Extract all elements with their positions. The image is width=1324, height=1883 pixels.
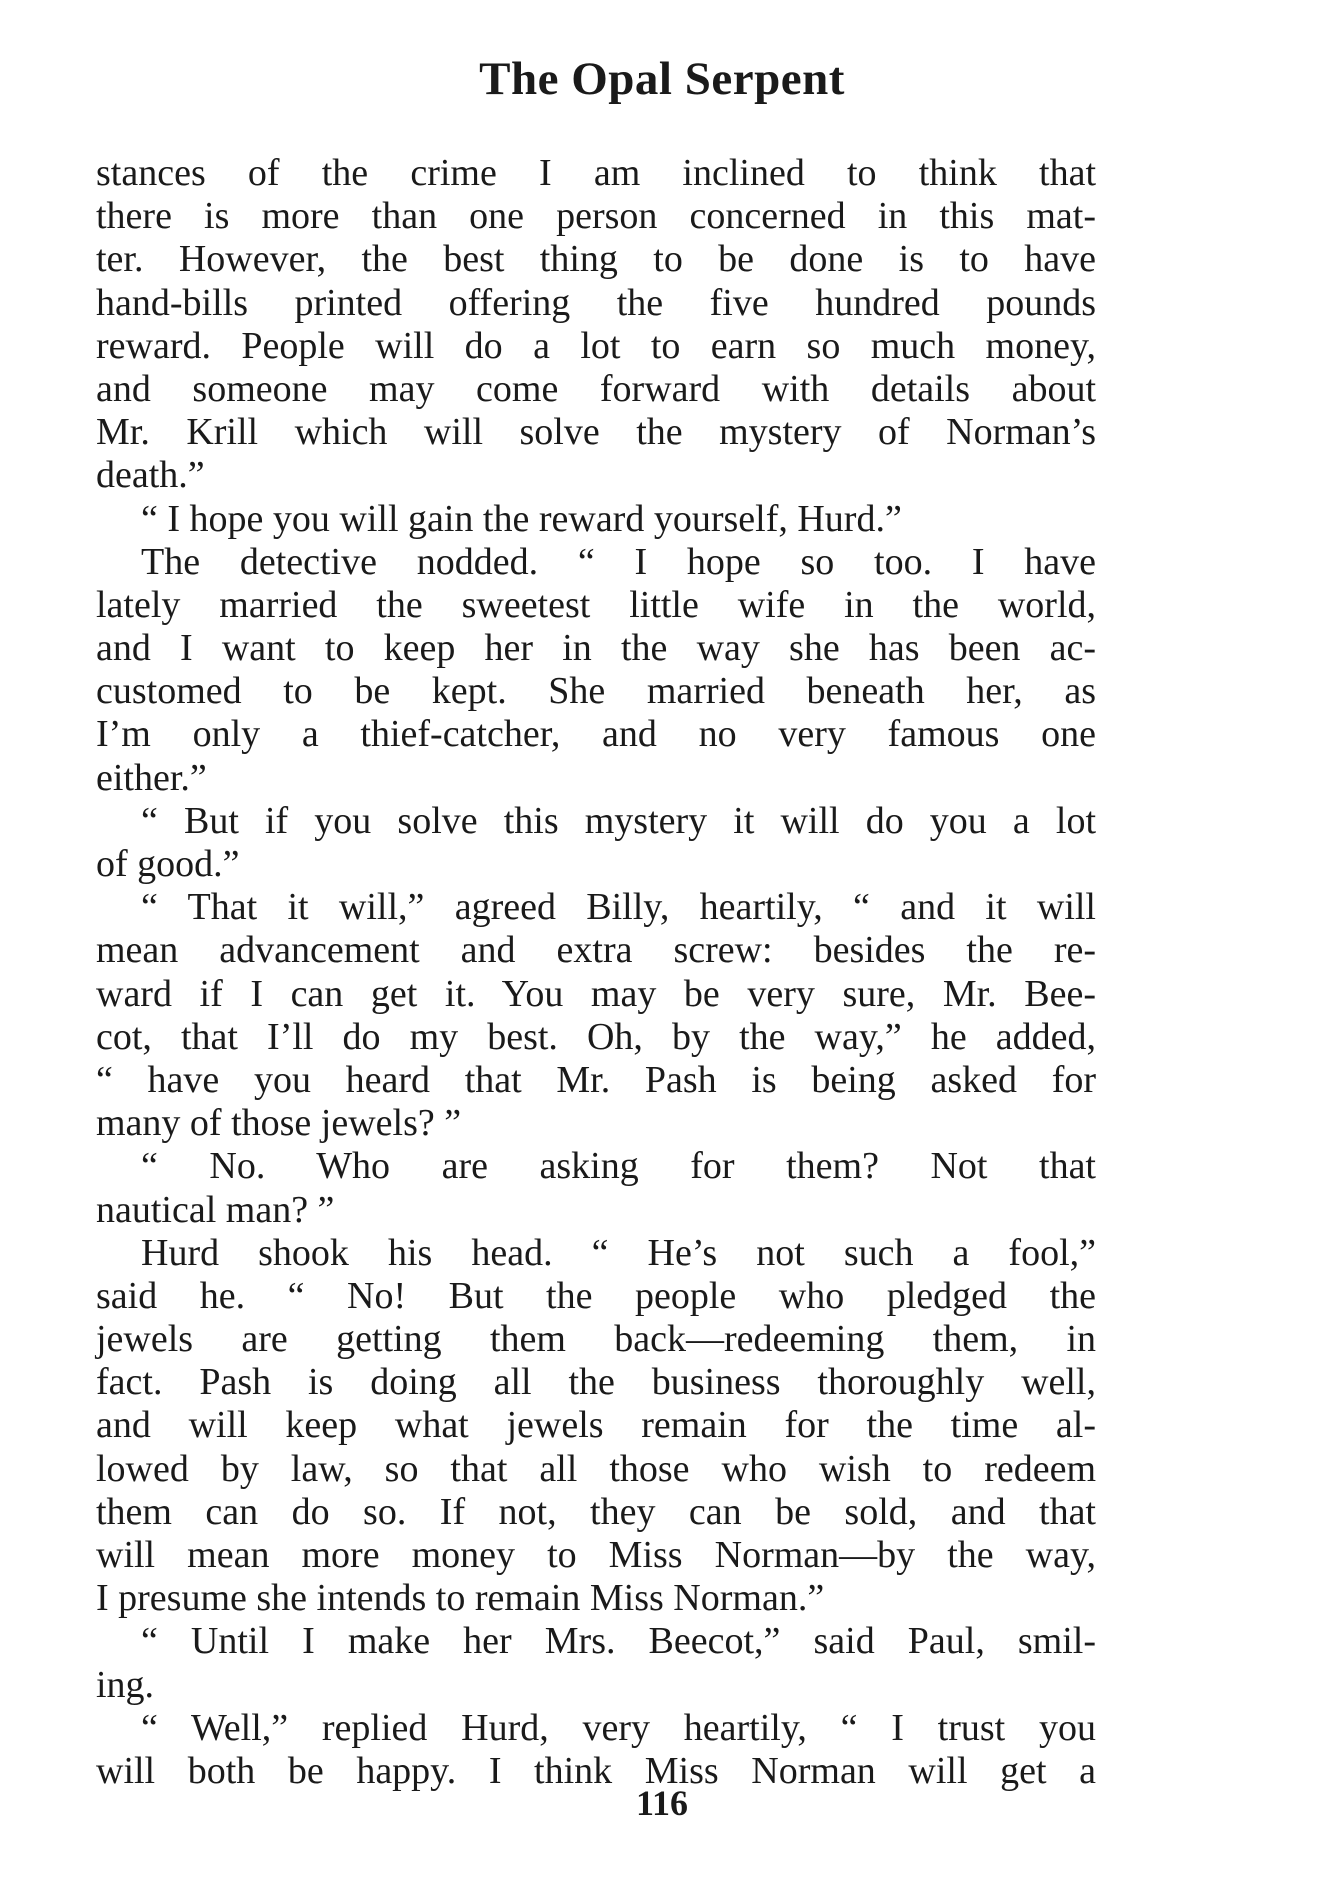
page-number: 116 [635, 1783, 688, 1823]
text-line: “ No. Who are asking for them? Not that [141, 1145, 1096, 1188]
text-line: I’m only a thief-catcher, and no very famous one [96, 713, 1096, 756]
text-line: and will keep what jewels remain for the time al- [96, 1404, 1096, 1447]
text-line: either.” [96, 756, 207, 799]
text-line: jewels are getting them back—redeeming them, in [96, 1318, 1096, 1361]
text-line: of good.” [96, 843, 240, 885]
text-line: “ But if you solve this mystery it will do you a lot [141, 799, 1096, 842]
text-line: Hurd shook his head. “ He’s not such a fool,” [141, 1231, 1096, 1274]
text-line: and someone may come forward with details about [96, 367, 1096, 410]
text-line: nautical man? ” [96, 1188, 335, 1231]
text-line: “ I hope you will gain the reward yourself, Hurd.” [141, 497, 902, 540]
text-line: hand-bills printed offering the five hundred pounds [96, 281, 1096, 324]
text-line: there is more than one person concerned in this mat- [96, 195, 1096, 238]
text-line: ing. [96, 1663, 155, 1706]
text-line: and I want to keep her in the way she has been ac- [96, 627, 1096, 670]
text-line: “ Until I make her Mrs. Beecot,” said Paul, smil- [141, 1620, 1096, 1663]
body-text [96, 152, 1096, 1793]
text-line: cot, that I’ll do my best. Oh, by the way,” he added, [96, 1015, 1096, 1058]
text-line: lowed by law, so that all those who wish to redeem [96, 1447, 1096, 1490]
text-line: fact. Pash is doing all the business thoroughly well, [96, 1361, 1096, 1404]
text-line: Mr. Krill which will solve the mystery of Norman’s [96, 411, 1096, 454]
text-line: The detective nodded. “ I hope so too. I have [141, 540, 1096, 583]
text-line: death.” [96, 454, 205, 497]
text-line: said he. “ No! But the people who pledged the [96, 1274, 1096, 1317]
text-line: I presume she intends to remain Miss Norman.” [96, 1577, 825, 1620]
text-line: ter. However, the best thing to be done is to have [96, 238, 1096, 281]
running-head-title: The Opal Serpent [479, 53, 845, 105]
text-line: will both be happy. I think Miss Norman will get a [96, 1749, 1096, 1792]
text-line: customed to be kept. She married beneath her, as [96, 670, 1096, 713]
text-line: mean advancement and extra screw: besides the re- [96, 929, 1096, 972]
text-line: “ have you heard that Mr. Pash is being asked for [96, 1058, 1096, 1101]
text-line: many of those jewels? ” [96, 1102, 462, 1145]
text-line: “ Well,” replied Hurd, very heartily, “ I trust you [141, 1706, 1096, 1749]
text-line: ward if I can get it. You may be very sure, Mr. Bee- [96, 972, 1096, 1015]
text-line: “ That it will,” agreed Billy, heartily, “ and it will [141, 886, 1096, 929]
text-line: them can do so. If not, they can be sold, and that [96, 1490, 1096, 1533]
text-line: will mean more money to Miss Norman—by the way, [96, 1534, 1096, 1576]
text-line: reward. People will do a lot to earn so much money, [96, 324, 1096, 367]
text-line: lately married the sweetest little wife in the world, [96, 583, 1096, 626]
text-line: stances of the crime I am inclined to think that [96, 152, 1096, 194]
